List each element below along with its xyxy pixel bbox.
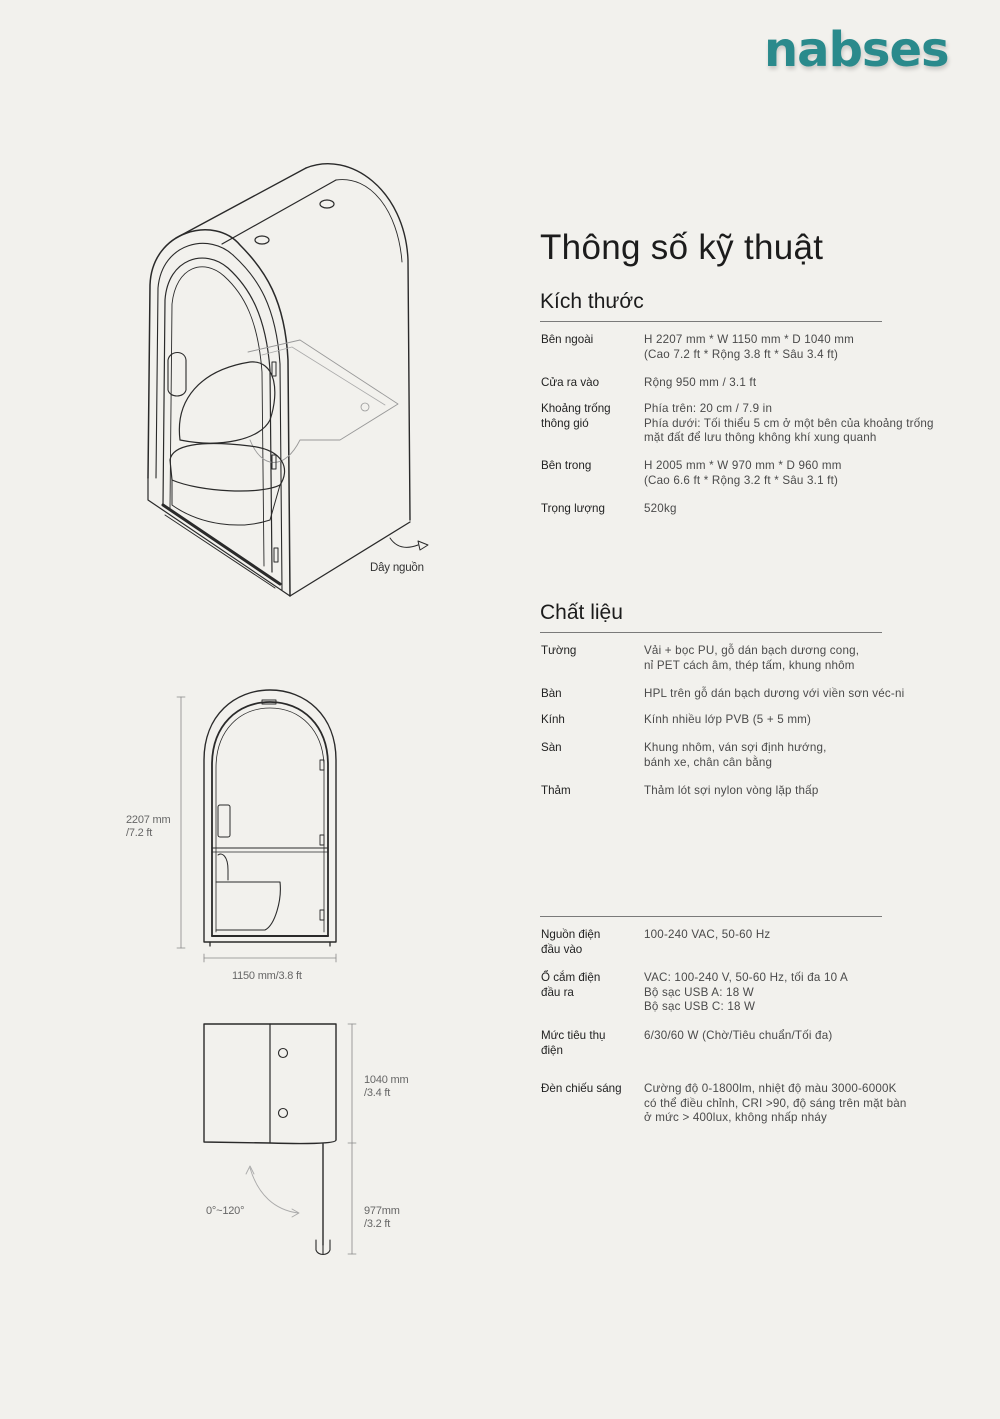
spec-value: Khung nhôm, ván sợi định hướng, bánh xe, chân cân bằng [644, 741, 827, 769]
spec-label: Bên trong [541, 459, 592, 472]
section-materials-heading: Chất liệu [540, 601, 623, 624]
spec-value: H 2005 mm * W 970 mm * D 960 mm (Cao 6.6 ft * Rộng 3.2 ft * Sâu 3.1 ft) [644, 459, 842, 487]
spec-label: Trọng lượng [541, 502, 605, 515]
door-angle-label: 0°~120° [206, 1205, 245, 1217]
spec-label: Kính [541, 713, 565, 726]
spec-label: Mức tiêu thụ điện [541, 1029, 606, 1057]
spec-label: Ổ cắm điện đầu ra [541, 971, 601, 999]
isometric-booth-drawing [148, 164, 428, 596]
door-swing-dimension-label: 977mm /3.2 ft [364, 1205, 400, 1230]
spec-value: Thảm lót sợi nylon vòng lặp thấp [644, 784, 819, 797]
spec-value: HPL trên gỗ dán bạch dương với viền sơn véc-ni [644, 687, 905, 700]
front-elevation-drawing [177, 690, 336, 962]
spec-value: 520kg [644, 502, 677, 515]
spec-label: Nguồn điện đầu vào [541, 928, 601, 956]
spec-label: Khoảng trống thông gió [541, 402, 611, 430]
page-title: Thông số kỹ thuật [540, 228, 824, 267]
section-electrical-divider [540, 916, 882, 917]
spec-value: Cường độ 0-1800lm, nhiệt độ màu 3000-6000K có thể điều chỉnh, CRI >90, độ sáng trên mặt bàn ở mức > 400lux, không nhấp nháy [644, 1082, 907, 1124]
height-dimension-label: 2207 mm /7.2 ft [126, 814, 171, 839]
spec-label: Tường [541, 644, 577, 657]
width-dimension-label: 1150 mm/3.8 ft [232, 970, 302, 982]
booth-technical-drawings [0, 0, 470, 1300]
spec-label: Bàn [541, 687, 562, 700]
spec-label: Đèn chiếu sáng [541, 1082, 622, 1095]
spec-value: Vải + bọc PU, gỗ dán bạch dương cong, nỉ PET cách âm, thép tấm, khung nhôm [644, 644, 860, 672]
spec-value: H 2207 mm * W 1150 mm * D 1040 mm (Cao 7.2 ft * Rộng 3.8 ft * Sâu 3.4 ft) [644, 333, 854, 361]
spec-label: Thảm [541, 784, 571, 797]
spec-value: Kính nhiều lớp PVB (5 + 5 mm) [644, 713, 812, 726]
spec-label: Sàn [541, 741, 562, 754]
depth-dimension-label: 1040 mm /3.4 ft [364, 1074, 409, 1099]
section-dimensions-heading: Kích thước [540, 290, 644, 313]
spec-value: Phía trên: 20 cm / 7.9 in Phía dưới: Tối thiểu 5 cm ở một bên của khoảng trống mặt đất để lưu thông không khí xung quanh [644, 402, 934, 444]
spec-label: Cửa ra vào [541, 376, 600, 389]
spec-label: Bên ngoài [541, 333, 594, 346]
section-materials-divider [540, 632, 882, 633]
top-view-drawing [204, 1024, 356, 1255]
power-cord-label: Dây nguồn [370, 562, 424, 574]
spec-value: Rộng 950 mm / 3.1 ft [644, 376, 757, 389]
brand-logo: nabses [764, 22, 949, 78]
spec-value: 6/30/60 W (Chờ/Tiêu chuẩn/Tối đa) [644, 1029, 833, 1042]
section-dimensions-divider [540, 321, 882, 322]
spec-value: VAC: 100-240 V, 50-60 Hz, tối đa 10 A Bộ sạc USB A: 18 W Bộ sạc USB C: 18 W [644, 971, 848, 1013]
spec-value: 100-240 VAC, 50-60 Hz [644, 928, 771, 941]
